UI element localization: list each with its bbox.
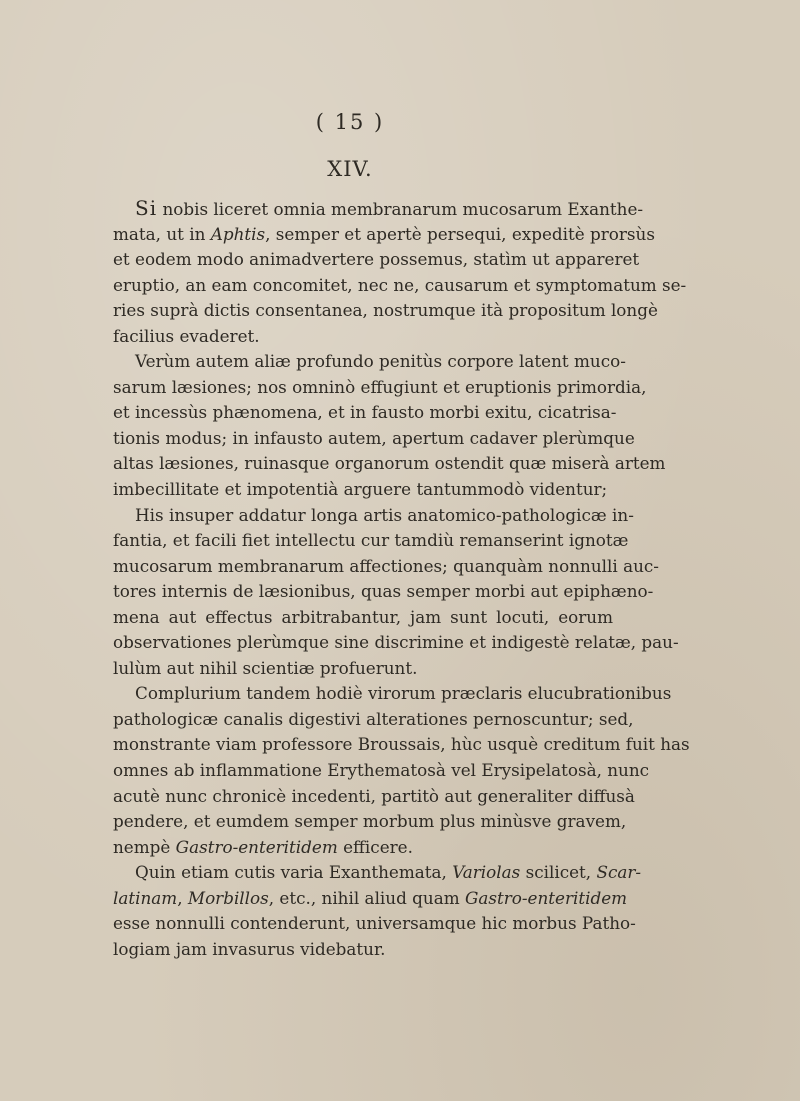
text-line xyxy=(113,758,650,784)
text-segment: logiam jam invasurus videbatur. xyxy=(113,938,386,959)
text-line xyxy=(113,375,647,401)
italic-text: Aphtis xyxy=(210,223,266,244)
text-segment: observationes plerùmque sine discrimine et indigestè relatæ, pau- xyxy=(113,632,679,653)
text-segment: nobis liceret omnia membranarum mucosarum Exanthe- xyxy=(157,199,644,219)
text-line xyxy=(113,579,654,605)
text-segment: scilicet, xyxy=(520,862,597,883)
text-line xyxy=(113,528,629,554)
text-segment: acutè nunc chronicè incedenti, partitò aut generaliter diffusà xyxy=(113,785,635,806)
text-segment: His insuper addatur longa artis anatomico-pathologicæ in- xyxy=(135,504,634,525)
text-line xyxy=(113,503,634,529)
paragraph xyxy=(113,860,642,962)
italic-text: Gastro-enteritidem xyxy=(175,836,338,857)
text-segment: pathologicæ canalis digestivi alterationes pernoscuntur; sed, xyxy=(113,708,634,729)
text-segment: efficere. xyxy=(337,836,413,857)
italic-text: Morbillos xyxy=(187,887,269,908)
text-segment: mata, ut in xyxy=(113,223,211,244)
text-segment: nempè xyxy=(113,836,176,857)
drop-cap: Si xyxy=(135,196,158,220)
text-line xyxy=(113,477,613,503)
text-line xyxy=(113,222,655,248)
text-line xyxy=(113,349,626,375)
text-segment: lulùm aut nihil scientiæ profuerunt. xyxy=(113,657,418,678)
text-segment: mena aut effectus arbitrabantur, jam sunt locuti, eorum xyxy=(113,606,613,627)
italic-text: Gastro-enteritidem xyxy=(465,887,628,908)
text-line xyxy=(113,860,642,886)
text-line xyxy=(113,835,613,861)
text-segment: imbecillitate et impotentià arguere tantummodò videntur; xyxy=(113,479,608,500)
text-segment: Complurium tandem hodiè virorum præclaris elucubrationibus xyxy=(135,683,672,704)
text-line xyxy=(113,707,634,733)
text-segment: eruptio, an eam concomitet, nec ne, causarum et symptomatum se- xyxy=(113,274,687,295)
text-line xyxy=(113,809,627,835)
text-segment: ries suprà dictis consentanea, nostrumque ità propositum longè xyxy=(113,300,658,321)
italic-text: latinam xyxy=(113,887,178,908)
text-line xyxy=(113,656,613,682)
text-segment: Quin etiam cutis varia Exanthemata, xyxy=(135,862,453,883)
text-line xyxy=(113,784,635,810)
text-segment: pendere, et eumdem semper morbum plus minùsve gravem, xyxy=(113,811,627,832)
text-line xyxy=(113,630,679,656)
section-heading: XIV. xyxy=(327,157,373,181)
italic-text: Variolas xyxy=(452,862,521,883)
text-segment: Verùm autem aliæ profundo penitùs corpore latent muco- xyxy=(135,351,626,372)
italic-text: Scar- xyxy=(596,862,642,883)
paragraph xyxy=(113,196,687,349)
paragraph xyxy=(113,503,679,682)
text-segment: altas læsiones, ruinasque organorum ostendit quæ miserà artem xyxy=(113,453,666,474)
text-segment: , xyxy=(177,887,188,908)
paragraph xyxy=(113,681,690,860)
text-line xyxy=(113,324,613,350)
text-line xyxy=(113,937,613,963)
text-line xyxy=(113,605,613,631)
text-segment: monstrante viam professore Broussais, hùc usquè creditum fuit has xyxy=(113,734,690,755)
text-line xyxy=(113,247,640,273)
text-line xyxy=(113,400,617,426)
text-segment: tores internis de læsionibus, quas semper morbi aut epiphæno- xyxy=(113,581,654,602)
text-line xyxy=(113,298,658,324)
text-segment: tionis modus; in infausto autem, apertum cadaver plerùmque xyxy=(113,427,635,448)
text-segment: et eodem modo animadvertere possemus, statìm ut appareret xyxy=(113,249,640,270)
text-segment: fantia, et facili fiet intellectu cur tamdiù remanserint ignotæ xyxy=(113,530,629,551)
text-segment: , etc., nihil aliud quam xyxy=(268,887,465,908)
text-segment: sarum læsiones; nos omninò effugiunt et eruptionis primordia, xyxy=(113,376,647,397)
text-line xyxy=(113,886,628,912)
text-line xyxy=(113,681,672,707)
text-line xyxy=(113,732,690,758)
text-line xyxy=(113,196,644,222)
text-line xyxy=(113,273,687,299)
text-segment: mucosarum membranarum affectiones; quanquàm nonnulli auc- xyxy=(113,555,659,576)
text-segment: omnes ab inflammatione Erythematosà vel Erysipelatosà, nunc xyxy=(113,760,650,781)
page-number: ( 15 ) xyxy=(315,110,385,134)
text-line xyxy=(113,426,635,452)
text-segment: , semper et apertè persequi, expeditè prorsùs xyxy=(265,223,655,244)
text-segment: esse nonnulli contenderunt, universamque hic morbus Patho- xyxy=(113,913,636,934)
text-line xyxy=(113,451,666,477)
text-segment: facilius evaderet. xyxy=(113,325,260,346)
text-line xyxy=(113,554,659,580)
body-text xyxy=(113,196,690,962)
text-segment: et incessùs phænomena, et in fausto morbi exitu, cicatrisa- xyxy=(113,402,617,423)
text-line xyxy=(113,911,636,937)
paragraph xyxy=(113,349,666,502)
